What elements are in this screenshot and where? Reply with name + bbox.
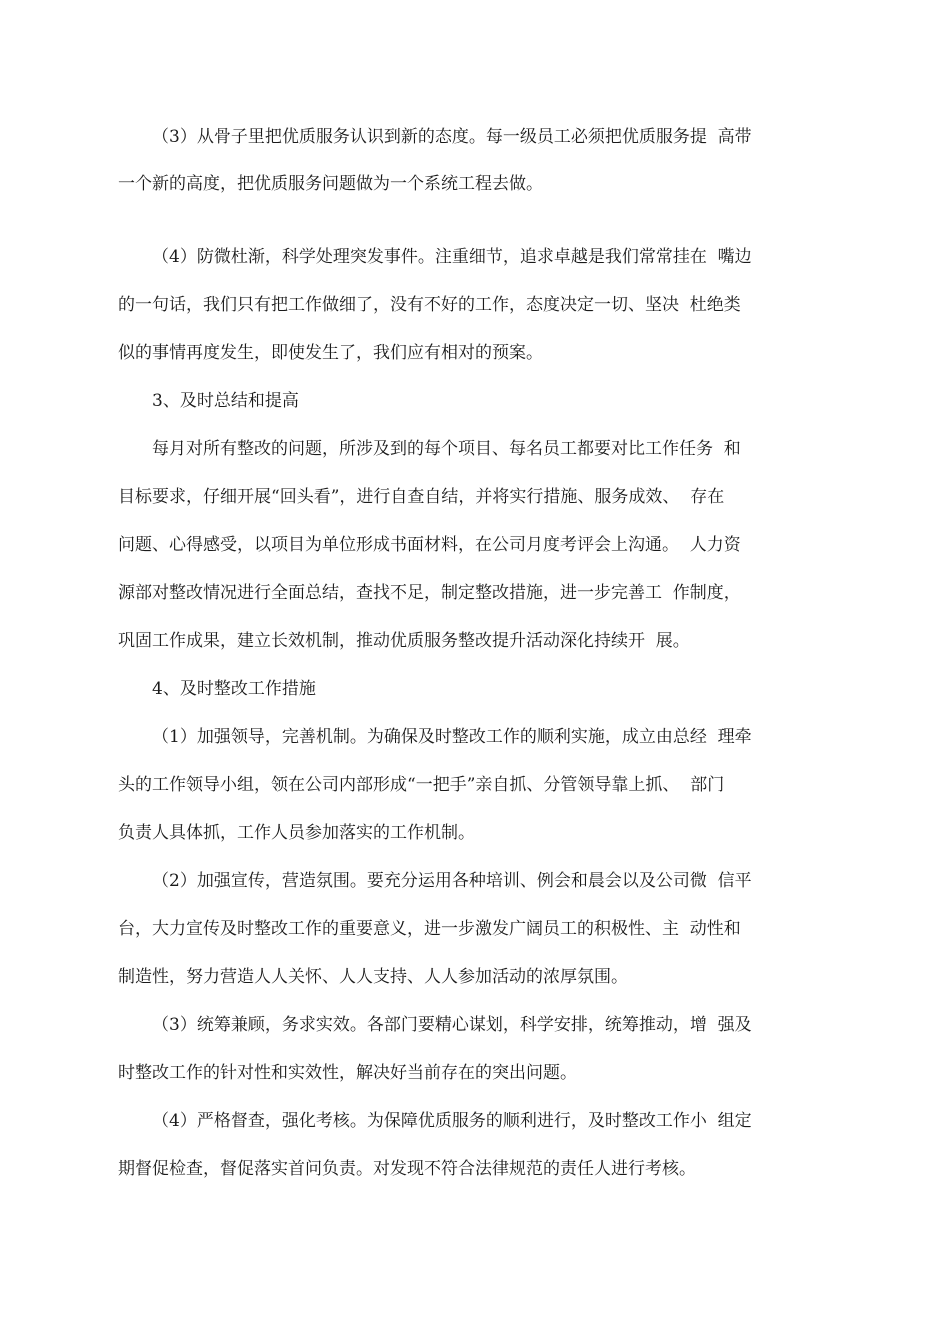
text-line: （1）加强领导，完善机制。为确保及时整改工作的顺利实施，成立由总经 理牵 <box>152 727 752 747</box>
text-line: 期督促检查，督促落实首问负责。对发现不符合法律规范的责任人进行考核。 <box>118 1159 696 1179</box>
text-line: 的一句话，我们只有把工作做细了，没有不好的工作，态度决定一切、坚决 杜绝类 <box>118 295 741 315</box>
text-line: 制造性，努力营造人人关怀、人人支持、人人参加活动的浓厚氛围。 <box>118 967 628 987</box>
text-line: 似的事情再度发生，即使发生了，我们应有相对的预案。 <box>118 343 543 363</box>
text-line: 头的工作领导小组，领在公司内部形成“一把手”亲自抓、分管领导靠上抓、 部门 <box>118 775 725 795</box>
text-line: （3）统筹兼顾，务求实效。各部门要精心谋划，科学安排，统筹推动，增 强及 <box>152 1015 752 1035</box>
text-line: 一个新的高度，把优质服务问题做为一个系统工程去做。 <box>118 174 543 194</box>
text-line: 目标要求，仔细开展“回头看”，进行自查自结，并将实行措施、服务成效、 存在 <box>118 487 725 507</box>
text-line: （3）从骨子里把优质服务认识到新的态度。每一级员工必须把优质服务提 高带 <box>152 127 752 147</box>
text-line: 每月对所有整改的问题，所涉及到的每个项目、每名员工都要对比工作任务 和 <box>152 439 741 459</box>
text-line: （4）严格督查，强化考核。为保障优质服务的顺利进行，及时整改工作小 组定 <box>152 1111 752 1131</box>
text-line: 台，大力宣传及时整改工作的重要意义，进一步激发广阔员工的积极性、主 动性和 <box>118 919 741 939</box>
text-line: 问题、心得感受，以项目为单位形成书面材料，在公司月度考评会上沟通。 人力资 <box>118 535 741 555</box>
text-line: （2）加强宣传，营造氛围。要充分运用各种培训、例会和晨会以及公司微 信平 <box>152 871 752 891</box>
text-line: （4）防微杜渐，科学处理突发事件。注重细节，追求卓越是我们常常挂在 嘴边 <box>152 247 752 267</box>
text-line: 时整改工作的针对性和实效性，解决好当前存在的突出问题。 <box>118 1063 577 1083</box>
text-line: 巩固工作成果，建立长效机制，推动优质服务整改提升活动深化持续开 展。 <box>118 631 690 651</box>
section-heading: 3、及时总结和提高 <box>152 391 299 411</box>
text-line: 负责人具体抓，工作人员参加落实的工作机制。 <box>118 823 475 843</box>
text-line: 源部对整改情况进行全面总结，查找不足，制定整改措施，进一步完善工 作制度， <box>118 583 741 603</box>
section-heading: 4、及时整改工作措施 <box>152 679 316 699</box>
